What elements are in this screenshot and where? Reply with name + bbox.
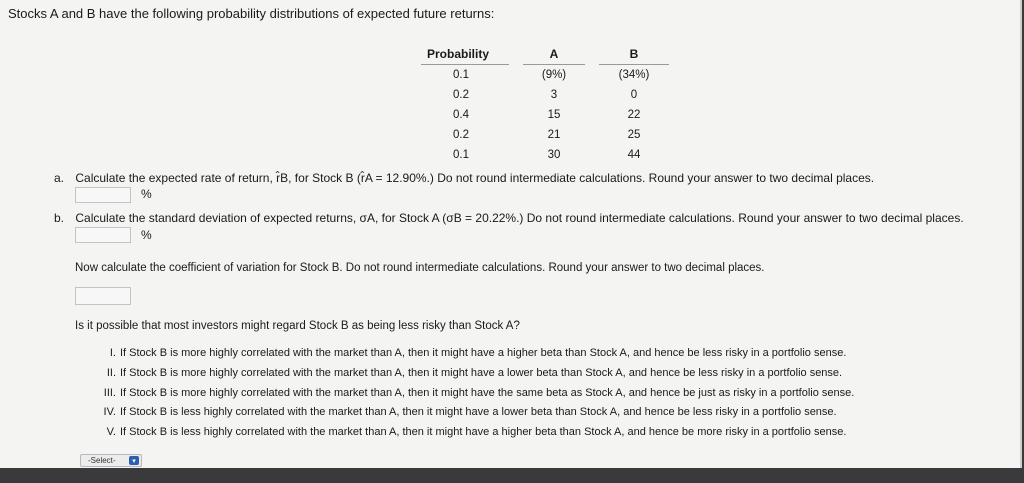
option-2 [90, 367, 842, 379]
option-number: IV. [103, 406, 116, 418]
cv-prompt: Now calculate the coefficient of variation for Stock B. Do not round intermediate calculations. Round your answer to two decimal places. [75, 262, 765, 274]
cell-a: (9%) [541, 69, 567, 81]
expected-return-b-input[interactable] [75, 187, 131, 203]
option-text: If Stock B is more highly correlated with the market than A, then it might have a lower beta than Stock A, and hence be less risky in a portfolio sense. [120, 367, 843, 379]
header-b: B [599, 44, 669, 65]
cell-probability: 0.1 [453, 149, 469, 161]
cell-a: 30 [547, 149, 561, 161]
option-5 [90, 426, 846, 438]
part-a-unit: % [141, 187, 152, 201]
option-number: I. [109, 347, 116, 359]
option-text: If Stock B is more highly correlated with the market than A, then it might have a higher beta than Stock A, and hence be less risky in a portfolio sense. [120, 347, 847, 359]
option-text: If Stock B is more highly correlated with the market than A, then it might have the same beta as Stock A, and hence be just as risky in a portfolio sense. [120, 387, 855, 399]
cell-probability: 0.2 [453, 89, 469, 101]
risk-question: Is it possible that most investors might regard Stock B as being less risky than Stock A? [75, 320, 520, 332]
cell-b: 0 [630, 89, 638, 101]
table-row [421, 125, 669, 145]
probability-table [421, 44, 669, 165]
table-row [421, 105, 669, 125]
part-b-unit: % [141, 228, 152, 242]
option-3 [90, 387, 854, 399]
chevron-down-icon: ▾ [129, 456, 139, 465]
cell-probability: 0.4 [453, 109, 469, 121]
cell-a: 3 [550, 89, 558, 101]
cell-b: 25 [627, 129, 641, 141]
cell-b: (34%) [618, 69, 650, 81]
part-b-text: Calculate the standard deviation of expected returns, σA, for Stock A (σB = 20.22%.) Do not round intermediate calculations. Round your answer to two decimal places. [75, 211, 964, 225]
part-a-question [54, 171, 874, 185]
cell-a: 15 [547, 109, 561, 121]
intro-text: Stocks A and B have the following probability distributions of expected future returns: [8, 6, 495, 21]
option-text: If Stock B is less highly correlated with the market than A, then it might have a lower beta than Stock A, and hence be less risky in a portfolio sense. [120, 406, 837, 418]
cell-probability: 0.2 [453, 129, 469, 141]
answer-select[interactable] [80, 454, 142, 467]
cell-probability: 0.1 [453, 69, 469, 81]
table-row [421, 65, 669, 86]
table-row [421, 85, 669, 105]
part-a-text: Calculate the expected rate of return, r̂B, for Stock B (r̂A = 12.90%.) Do not round intermediate calculations. Round your answer to two decimal places. [75, 171, 875, 185]
cell-b: 22 [627, 109, 641, 121]
header-probability: Probability [421, 44, 509, 65]
std-dev-a-input[interactable] [75, 227, 131, 243]
cell-b: 44 [627, 149, 641, 161]
select-label: -Select- [88, 456, 116, 465]
part-a-marker: a. [54, 171, 65, 185]
option-text: If Stock B is less highly correlated with the market than A, then it might have a higher beta than Stock A, and hence be more risky in a portfolio sense. [120, 426, 847, 438]
option-4 [90, 406, 837, 418]
option-number: V. [106, 426, 116, 438]
part-b-question [54, 211, 964, 225]
table-row [421, 145, 669, 165]
table-header-row [421, 44, 669, 65]
coefficient-of-variation-input[interactable] [75, 287, 131, 305]
part-b-marker: b. [54, 211, 65, 225]
cell-a: 21 [547, 129, 561, 141]
option-number: III. [103, 387, 116, 399]
option-number: II. [106, 367, 116, 379]
option-1 [90, 347, 846, 359]
header-a: A [523, 44, 585, 65]
